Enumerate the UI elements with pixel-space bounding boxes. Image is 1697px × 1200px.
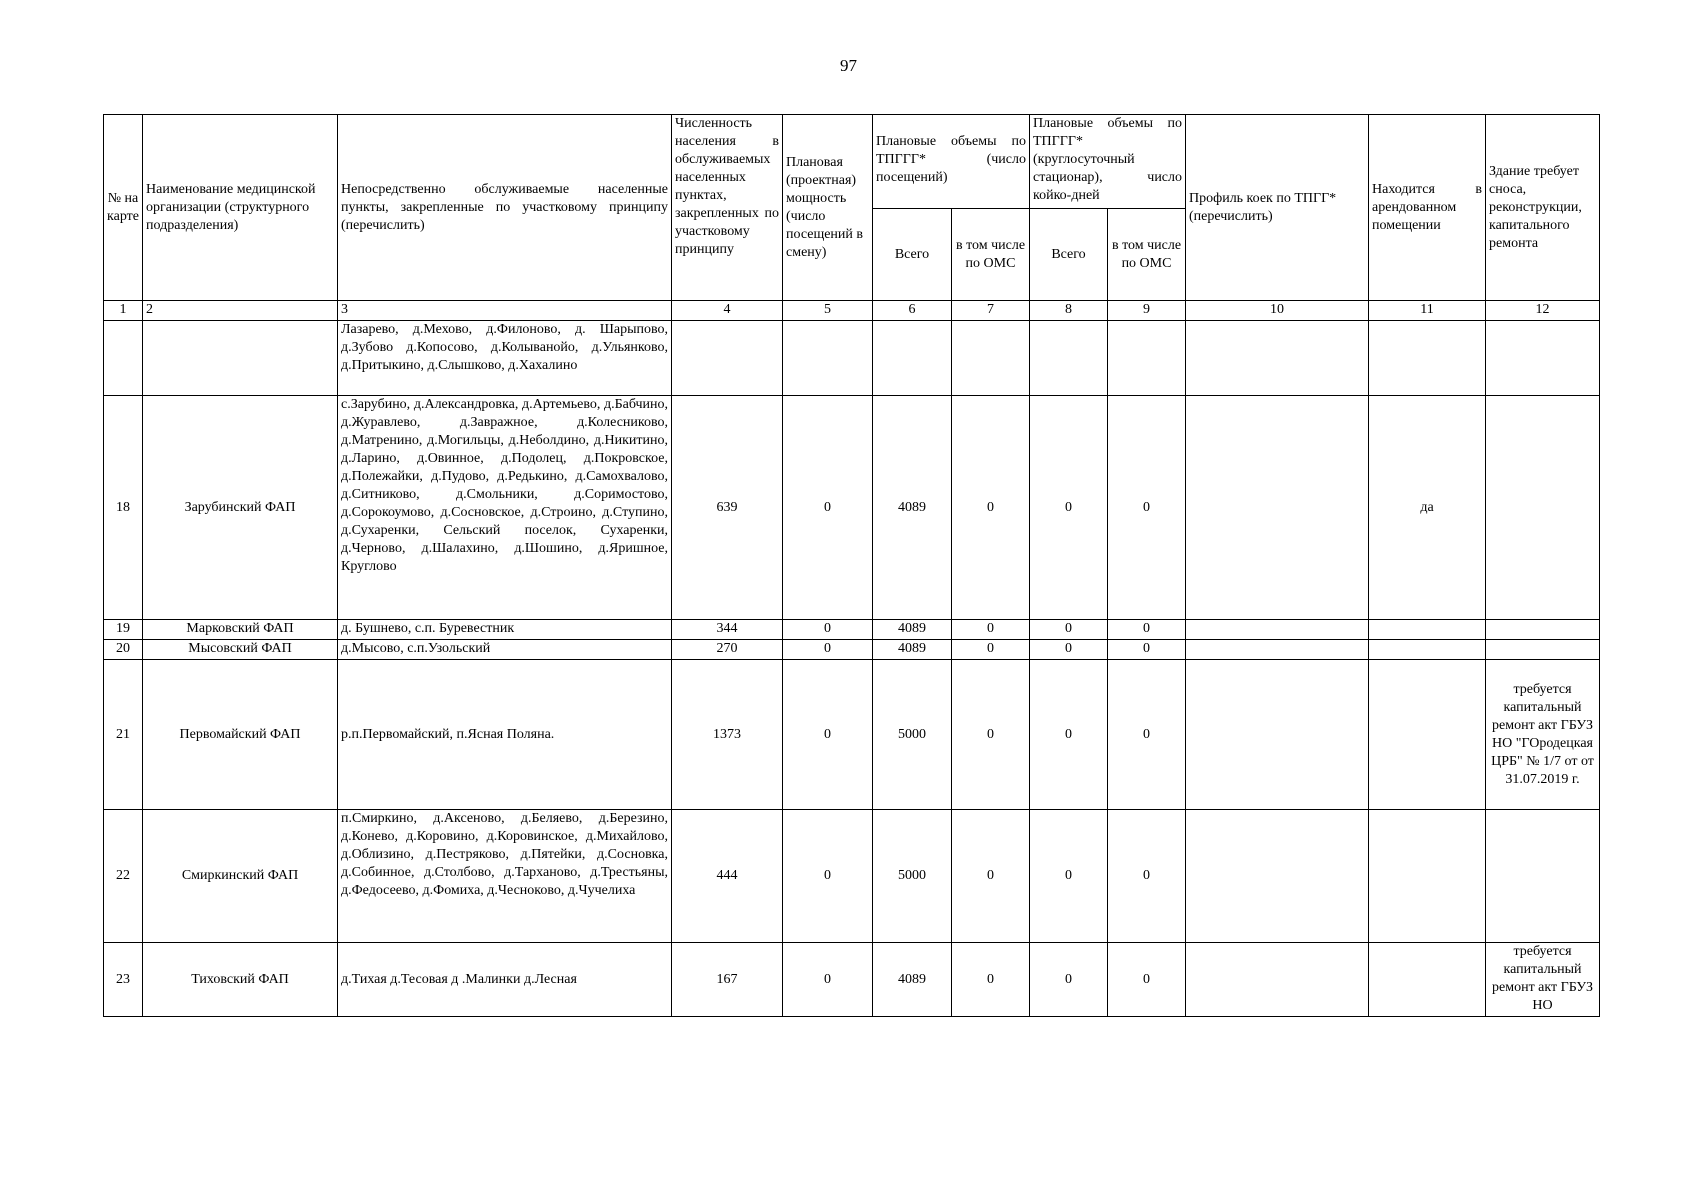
- header-beds-total: Всего: [1030, 209, 1108, 301]
- population-cell: 270: [672, 640, 783, 660]
- header-places: Непосредственно обслуживаемые населенные пункты, закрепленные по участковому принципу (перечислить): [338, 115, 672, 301]
- rented-cell: [1369, 810, 1486, 943]
- header-beds-oms: в том числе по ОМС: [1108, 209, 1186, 301]
- bed-profile-cell: [1186, 321, 1369, 396]
- visits-oms-cell: 0: [952, 810, 1030, 943]
- header-bed-profile: Профиль коек по ТПГГ* (перечислить): [1186, 115, 1369, 301]
- beds-total-cell: [1030, 321, 1108, 396]
- beds-total-cell: 0: [1030, 810, 1108, 943]
- facilities-table: [103, 114, 1600, 1017]
- column-number: 1: [104, 301, 143, 321]
- table-row: [104, 321, 1600, 396]
- table-row: [104, 810, 1600, 943]
- column-number: 6: [873, 301, 952, 321]
- org-name-cell: Смиркинский ФАП: [143, 810, 338, 943]
- table-row: [104, 396, 1600, 620]
- header-rented: Находится в арендованном помещении: [1369, 115, 1486, 301]
- rented-cell: [1369, 660, 1486, 810]
- places-cell: Лазарево, д.Мехово, д.Филоново, д. Шарыпово, д.Зубово д.Копосово, д.Колыванойо, д.Ульянково, д.Притыкино, д.Слышково, д.Хахалино: [338, 321, 672, 396]
- column-number: 2: [143, 301, 338, 321]
- map-number-cell: 23: [104, 943, 143, 1017]
- places-cell: д. Бушнево, с.п. Буревестник: [338, 620, 672, 640]
- visits-total-cell: [873, 321, 952, 396]
- column-number: 12: [1486, 301, 1600, 321]
- visits-oms-cell: 0: [952, 640, 1030, 660]
- visits-oms-cell: [952, 321, 1030, 396]
- column-number: 9: [1108, 301, 1186, 321]
- beds-oms-cell: 0: [1108, 943, 1186, 1017]
- places-cell: с.Зарубино, д.Александровка, д.Артемьево, д.Бабчино, д.Журавлево, д.Завражное, д.Колесниково, д.Матренино, д.Могильцы, д.Неболдино, д.Никитино, д.Ларино, д.Овинное, д.Подолец, д.Покровское, д.Полежайки, д.Пудово, д.Редькино, д.Самохвалово, д.Ситниково, д.Смольники, д.Соримостово, д.Сорокоумово, д.Сосновское, д.Строино, д.Ступино, д.Сухаренки, Сельский поселок, Сухаренки, д.Черново, д.Шалахино, д.Шошино, д.Яришное, Круглово: [338, 396, 672, 620]
- repair-cell: [1486, 620, 1600, 640]
- org-name-cell: Зарубинский ФАП: [143, 396, 338, 620]
- visits-total-cell: 4089: [873, 640, 952, 660]
- table-row: [104, 640, 1600, 660]
- visits-total-cell: 5000: [873, 810, 952, 943]
- column-number-row: [104, 301, 1600, 321]
- table-row: [104, 620, 1600, 640]
- capacity-cell: 0: [783, 810, 873, 943]
- column-number: 10: [1186, 301, 1369, 321]
- beds-total-cell: 0: [1030, 620, 1108, 640]
- header-org-name: Наименование медицинской организации (структурного подразделения): [143, 115, 338, 301]
- places-cell: д.Тихая д.Тесовая д .Малинки д.Лесная: [338, 943, 672, 1017]
- capacity-cell: [783, 321, 873, 396]
- org-name-cell: Первомайский ФАП: [143, 660, 338, 810]
- capacity-cell: 0: [783, 640, 873, 660]
- column-number: 5: [783, 301, 873, 321]
- beds-oms-cell: 0: [1108, 810, 1186, 943]
- repair-cell: [1486, 396, 1600, 620]
- header-repair: Здание требует сноса, реконструкции, капитального ремонта: [1486, 115, 1600, 301]
- map-number-cell: 21: [104, 660, 143, 810]
- map-number-cell: 19: [104, 620, 143, 640]
- visits-oms-cell: 0: [952, 396, 1030, 620]
- bed-profile-cell: [1186, 660, 1369, 810]
- repair-cell: [1486, 321, 1600, 396]
- table-row: [104, 943, 1600, 1017]
- column-number: 4: [672, 301, 783, 321]
- visits-oms-cell: 0: [952, 620, 1030, 640]
- page-number: 97: [840, 56, 857, 75]
- beds-total-cell: 0: [1030, 943, 1108, 1017]
- map-number-cell: 22: [104, 810, 143, 943]
- places-cell: п.Смиркино, д.Аксеново, д.Беляево, д.Березино, д.Конево, д.Коровино, д.Коровинское, д.Михайлово, д.Облизино, д.Пестряково, д.Пятейки, д.Сосновка, д.Собинное, д.Столбово, д.Тарханово, д.Трестьяны, д.Федосеево, д.Фомиха, д.Чесноково, д.Чучелиха: [338, 810, 672, 943]
- beds-oms-cell: 0: [1108, 640, 1186, 660]
- map-number-cell: [104, 321, 143, 396]
- bed-profile-cell: [1186, 396, 1369, 620]
- population-cell: 344: [672, 620, 783, 640]
- population-cell: 1373: [672, 660, 783, 810]
- visits-total-cell: 4089: [873, 396, 952, 620]
- column-number: 11: [1369, 301, 1486, 321]
- repair-cell: [1486, 810, 1600, 943]
- map-number-cell: 20: [104, 640, 143, 660]
- org-name-cell: Марковский ФАП: [143, 620, 338, 640]
- rented-cell: [1369, 620, 1486, 640]
- map-number-cell: 18: [104, 396, 143, 620]
- header-capacity: Плановая (проектная) мощность (число посещений в смену): [783, 115, 873, 301]
- beds-total-cell: 0: [1030, 640, 1108, 660]
- beds-oms-cell: 0: [1108, 660, 1186, 810]
- beds-total-cell: 0: [1030, 660, 1108, 810]
- places-cell: р.п.Первомайский, п.Ясная Поляна.: [338, 660, 672, 810]
- repair-cell: [1486, 640, 1600, 660]
- visits-total-cell: 4089: [873, 943, 952, 1017]
- repair-cell: требуется капитальный ремонт акт ГБУЗ НО "ГОродецкая ЦРБ" № 1/7 от от 31.07.2019 г.: [1486, 660, 1600, 810]
- visits-total-cell: 5000: [873, 660, 952, 810]
- header-population: Численность населения в обслуживаемых населенных пунктах, закрепленных по участковому принципу: [672, 115, 783, 301]
- org-name-cell: Мысовский ФАП: [143, 640, 338, 660]
- bed-profile-cell: [1186, 810, 1369, 943]
- bed-profile-cell: [1186, 943, 1369, 1017]
- visits-oms-cell: 0: [952, 943, 1030, 1017]
- header-row-top: [104, 115, 1600, 209]
- header-visits-group: Плановые объемы по ТПГГГ* (число посещений): [873, 115, 1030, 209]
- column-number: 7: [952, 301, 1030, 321]
- beds-oms-cell: 0: [1108, 396, 1186, 620]
- visits-total-cell: 4089: [873, 620, 952, 640]
- org-name-cell: Тиховский ФАП: [143, 943, 338, 1017]
- beds-total-cell: 0: [1030, 396, 1108, 620]
- population-cell: 167: [672, 943, 783, 1017]
- places-cell: д.Мысово, с.п.Узольский: [338, 640, 672, 660]
- header-visits-oms: в том числе по ОМС: [952, 209, 1030, 301]
- bed-profile-cell: [1186, 620, 1369, 640]
- beds-oms-cell: [1108, 321, 1186, 396]
- org-name-cell: [143, 321, 338, 396]
- repair-cell: требуется капитальный ремонт акт ГБУЗ НО: [1486, 943, 1600, 1017]
- rented-cell: [1369, 640, 1486, 660]
- column-number: 3: [338, 301, 672, 321]
- rented-cell: да: [1369, 396, 1486, 620]
- capacity-cell: 0: [783, 660, 873, 810]
- beds-oms-cell: 0: [1108, 620, 1186, 640]
- header-map-number: № на карте: [104, 115, 143, 301]
- bed-profile-cell: [1186, 640, 1369, 660]
- capacity-cell: 0: [783, 396, 873, 620]
- rented-cell: [1369, 943, 1486, 1017]
- column-number: 8: [1030, 301, 1108, 321]
- population-cell: [672, 321, 783, 396]
- header-beds-group: Плановые объемы по ТПГГГ* (круглосуточный стационар), число койко-дней: [1030, 115, 1186, 209]
- population-cell: 444: [672, 810, 783, 943]
- table-row: [104, 660, 1600, 810]
- capacity-cell: 0: [783, 620, 873, 640]
- capacity-cell: 0: [783, 943, 873, 1017]
- header-visits-total: Всего: [873, 209, 952, 301]
- population-cell: 639: [672, 396, 783, 620]
- visits-oms-cell: 0: [952, 660, 1030, 810]
- rented-cell: [1369, 321, 1486, 396]
